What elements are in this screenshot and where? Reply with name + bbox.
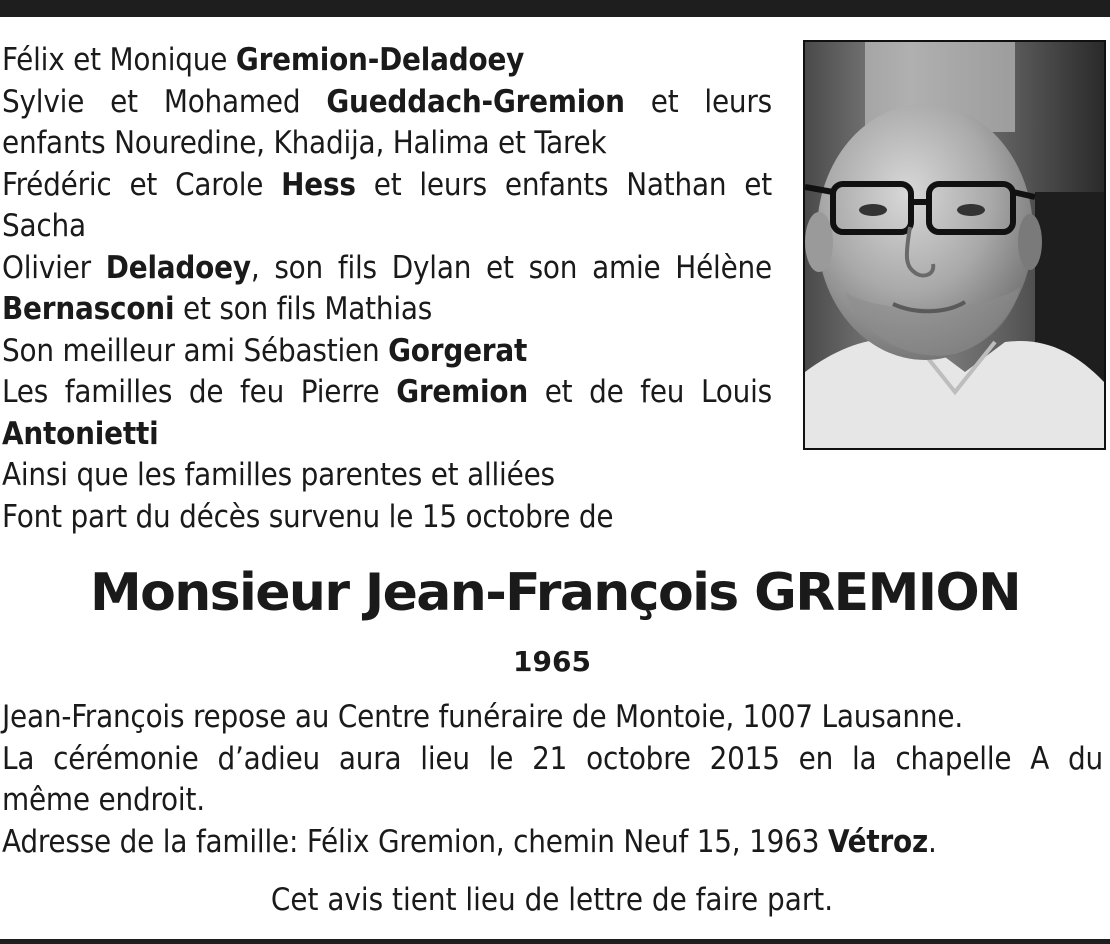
deceased-name: Monsieur Jean-François GREMION — [89, 563, 1021, 623]
ceremony-details — [2, 697, 1103, 863]
family-line: Son meilleur ami Sébastien Gorgerat — [2, 332, 528, 369]
ceremony-line: La cérémonie d’adieu aura lieu le 21 octobre 2015 en la chapelle A du — [2, 740, 1103, 777]
ceremony-line: Jean-François repose au Centre funéraire de Montoie, 1007 Lausanne. — [2, 699, 963, 735]
portrait-photo — [803, 40, 1106, 450]
family-line: Olivier Deladoey, son fils Dylan et son amie Hélène — [2, 249, 773, 286]
family-line: enfants Nouredine, Khadija, Halima et Tarek — [2, 125, 607, 161]
family-line: Félix et Monique Gremion-Deladoey — [2, 42, 525, 78]
family-line: Ainsi que les familles parentes et alliées — [2, 457, 555, 493]
family-line: Frédéric et Carole Hess et leurs enfants Nathan et — [2, 166, 772, 203]
birth-year: 1965 — [513, 645, 591, 678]
family-line: Bernasconi et son fils Mathias — [2, 291, 433, 327]
top-rule — [0, 0, 1110, 17]
family-address: Adresse de la famille: Félix Gremion, chemin Neuf 15, 1963 Vétroz. — [2, 823, 937, 860]
family-line: Les familles de feu Pierre Gremion et de feu Louis — [2, 374, 772, 410]
portrait-image — [805, 42, 1104, 448]
family-line: Sacha — [2, 208, 86, 244]
bottom-rule — [0, 939, 1110, 944]
family-line: Font part du décès survenu le 15 octobre de — [2, 498, 614, 535]
closing-note: Cet avis tient lieu de lettre de faire part. — [270, 882, 834, 918]
family-list — [2, 40, 772, 538]
ceremony-line: même endroit. — [2, 782, 205, 818]
family-line: Antonietti — [2, 415, 159, 452]
family-line: Sylvie et Mohamed Gueddach-Gremion et leurs — [2, 83, 772, 120]
